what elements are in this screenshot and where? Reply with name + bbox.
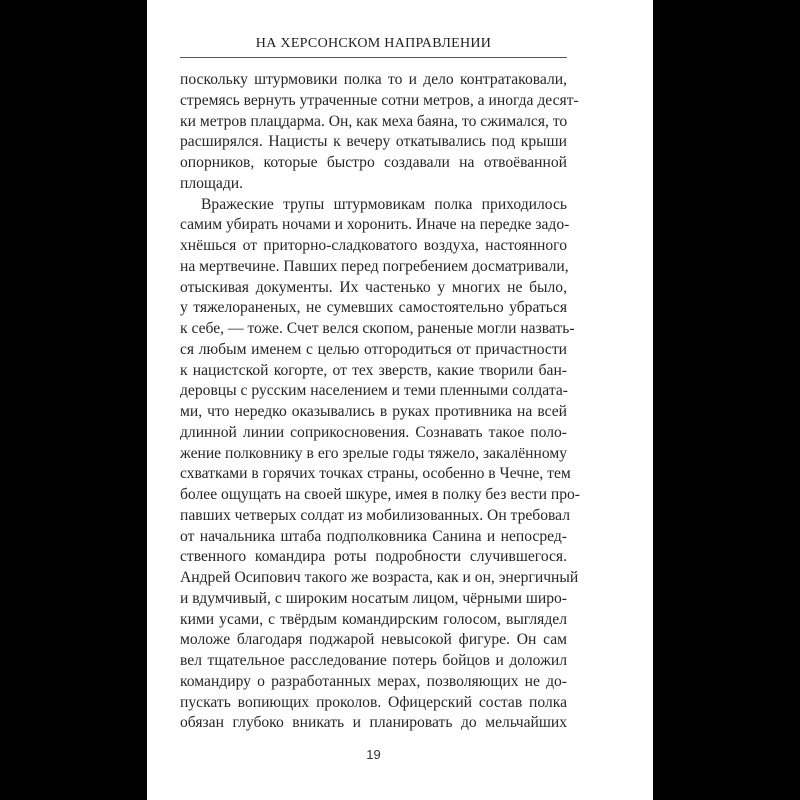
text-line: кими усами, с твёрдым командирским голосом, выглядел (180, 610, 567, 628)
text-line: схватками в горячих точках страны, особенно в Чечне, тем (180, 465, 571, 483)
text-line: опорников, которые быстро создавали на отвоёванной (180, 154, 567, 171)
text-line: обязан глубоко вникать и планировать до мельчайших (180, 714, 567, 732)
text-line: и вдумчивый, с широким носатым лицом, чёрными широ- (180, 589, 567, 607)
text-line: на мертвечине. Павших перед погребением досматривали, (180, 257, 569, 275)
text-line: Андрей Осипович такого же возраста, как и он, энергичный (180, 569, 579, 586)
book-page (147, 0, 653, 800)
text-line: более ощущать на своей шкуре, имея в полку без вести про- (180, 486, 580, 503)
text-line: к себе, — тоже. Счет велся скопом, раненые могли назвать- (180, 320, 575, 337)
text-line: хнёшься от приторно-сладковатого воздуха, настоянного (180, 237, 567, 254)
text-line: у тяжелораненых, не сумевших самостоятельно убраться (180, 299, 567, 317)
text-line: самим убирать ночами и хоронить. Иначе на передке задо- (180, 216, 570, 234)
text-line: деровцы с русским населением и теми пленными солдата- (180, 382, 568, 400)
text-line: ки метров плацдарма. Он, как меха баяна, то сжимался, то (180, 112, 568, 130)
text-line: жение полковнику в его зрелые годы тяжело, закалённому (180, 444, 567, 462)
text-line: ственного командира роты подробности случившегося. (180, 548, 567, 566)
text-line: отыскивая документы. Их частенько у многих не было, (180, 278, 567, 296)
text-line: командиру о разработанных мерах, позволяющих не до- (180, 672, 567, 690)
text-line: от начальника штаба подполковника Санина и непосред- (180, 527, 567, 545)
running-header: НА ХЕРСОНСКОМ НАПРАВЛЕНИИ (255, 36, 492, 51)
text-line: длинной линии соприкосновения. Сознавать такое поло- (180, 423, 567, 441)
text-line: расширялся. Нацисты к вечеру откатывались под крыши (180, 133, 567, 151)
text-line: моложе благодаря поджарой невысокой фигуре. Он сам (180, 631, 567, 649)
text-line: к нацистской когорте, от тех зверств, какие творили бан- (180, 361, 567, 379)
text-line: ся любым именем с целью отгородиться от причастности (180, 340, 567, 358)
text-line: площади. (180, 174, 244, 192)
text-line: стремясь вернуть утраченные сотни метров, а иногда десят- (180, 91, 579, 109)
text-line: павших четверых солдат из мобилизованных. Он требовал (180, 506, 571, 524)
text-line: пускать вопиющих проколов. Офицерский состав полка (180, 693, 567, 711)
page-number: 19 (366, 747, 381, 762)
page-body-text (180, 70, 580, 734)
header-rule (180, 57, 567, 58)
text-line: вел тщательное расследование потерь бойцов и доложил (180, 652, 567, 669)
text-line: ми, что нередко оказывались в руках противника на всей (180, 403, 567, 420)
text-line: Вражеские трупы штурмовикам полка приходилось (201, 195, 567, 213)
text-line: поскольку штурмовики полка то и дело контратаковали, (180, 71, 567, 88)
